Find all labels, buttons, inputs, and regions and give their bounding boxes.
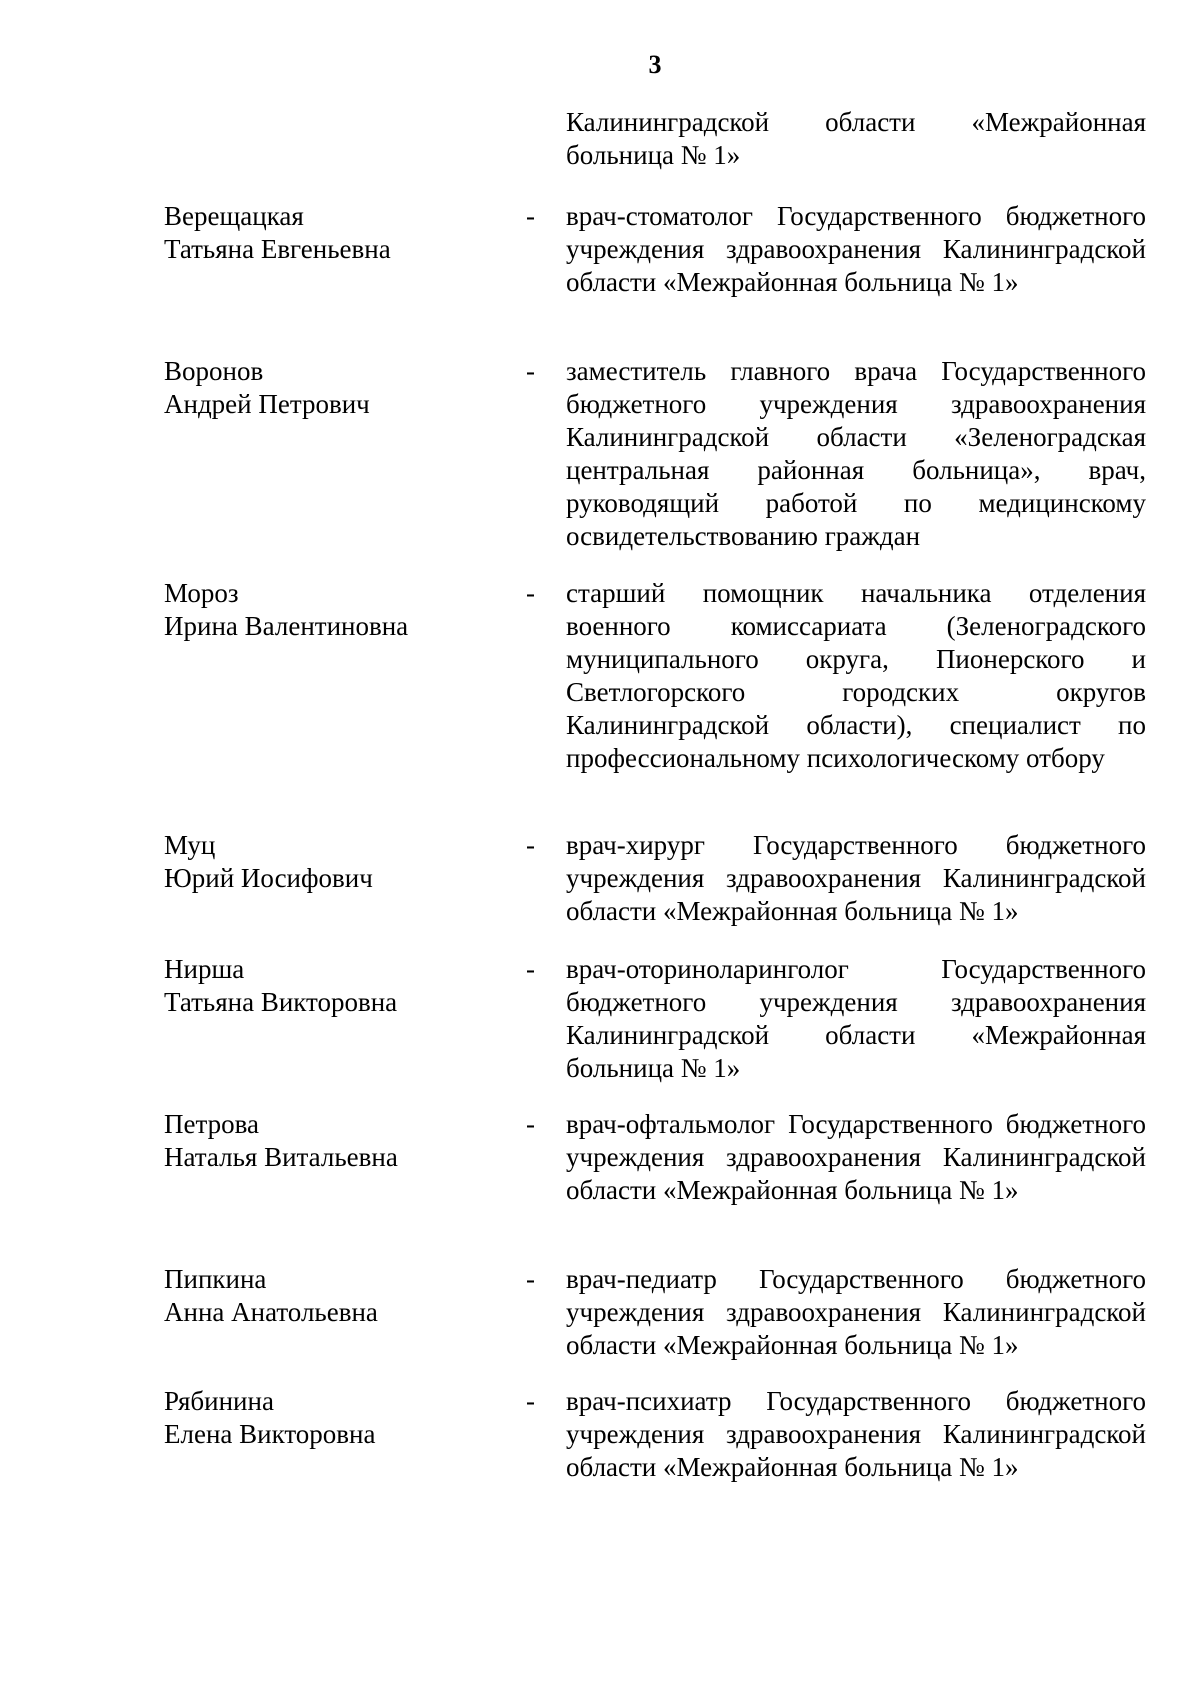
person-name (164, 200, 494, 266)
surname: Петрова (164, 1109, 259, 1139)
surname: Нирша (164, 954, 245, 984)
position-description: врач-оториноларинголог Государственного бюджетного учреждения здравоохранения Калининградской области «Межрайонная больница № 1» (566, 954, 1146, 1083)
position-description: врач-психиатр Государственного бюджетного учреждения здравоохранения Калининградской области «Межрайонная больница № 1» (566, 1386, 1146, 1482)
dash-separator: - (526, 356, 535, 386)
surname: Верещацкая (164, 201, 304, 231)
dash-separator: - (526, 1386, 535, 1416)
dash-separator: - (526, 1109, 535, 1139)
given-names: Андрей Петрович (164, 389, 370, 419)
dash-separator: - (526, 578, 535, 608)
page-number: 3 (648, 50, 662, 79)
surname: Рябинина (164, 1386, 274, 1416)
given-names: Наталья Витальевна (164, 1142, 398, 1172)
given-names: Юрий Иосифович (164, 863, 373, 893)
dash-separator: - (526, 954, 535, 984)
position-description: старший помощник начальника отделения военного комиссариата (Зеленоградского муниципального округа, Пионерского и Светлогорского городских округов Калининградской области), специалист по профессиональному психологическому отбору (566, 578, 1146, 773)
position-description: заместитель главного врача Государственного бюджетного учреждения здравоохранения Калининградской области «Зеленоградская центральная районная больница», врач, руководящий работой по медицинскому освидетельствованию граждан (566, 356, 1146, 551)
dash-separator: - (526, 1264, 535, 1294)
surname: Пипкина (164, 1264, 267, 1294)
dash-separator: - (526, 830, 535, 860)
given-names: Татьяна Викторовна (164, 987, 398, 1017)
given-names: Татьяна Евгеньевна (164, 234, 391, 264)
given-names: Ирина Валентиновна (164, 611, 409, 641)
person-name (164, 829, 494, 895)
continuation-text: Калининградской области «Межрайонная больница № 1» (566, 107, 1146, 170)
person-name (164, 1108, 494, 1174)
surname: Муц (164, 830, 216, 860)
given-names: Анна Анатольевна (164, 1297, 378, 1327)
position-description: врач-хирург Государственного бюджетного учреждения здравоохранения Калининградской области «Межрайонная больница № 1» (566, 830, 1146, 926)
dash-separator: - (526, 201, 535, 231)
surname: Воронов (164, 356, 264, 386)
position-description: врач-педиатр Государственного бюджетного учреждения здравоохранения Калининградской области «Межрайонная больница № 1» (566, 1264, 1146, 1360)
person-name (164, 1385, 494, 1451)
person-name (164, 953, 494, 1019)
person-name (164, 1263, 494, 1329)
person-name (164, 355, 494, 421)
position-description: врач-офтальмолог Государственного бюджетного учреждения здравоохранения Калининградской области «Межрайонная больница № 1» (566, 1109, 1146, 1205)
given-names: Елена Викторовна (164, 1419, 376, 1449)
surname: Мороз (164, 578, 239, 608)
person-name (164, 577, 494, 643)
position-description: врач-стоматолог Государственного бюджетного учреждения здравоохранения Калининградской области «Межрайонная больница № 1» (566, 201, 1146, 297)
